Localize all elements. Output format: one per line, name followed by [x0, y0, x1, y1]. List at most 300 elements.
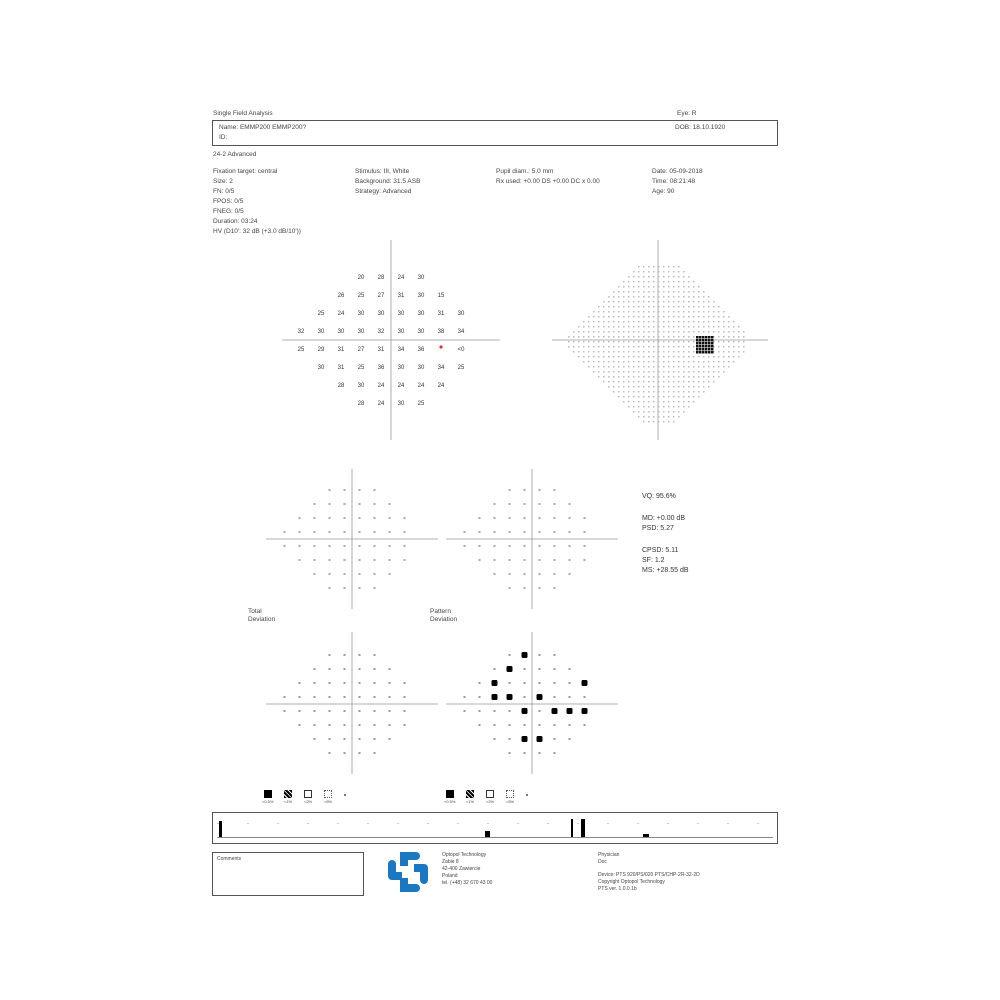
grayscale-dot: [643, 311, 645, 313]
total-deviation-values-point: [359, 587, 361, 589]
grayscale-dot: [668, 276, 670, 278]
legend-total-swatch-5: [344, 794, 346, 796]
threshold-value: 24: [377, 401, 385, 407]
pattern-deviation-map-black-cell: [507, 666, 513, 672]
grayscale-dot: [678, 326, 680, 328]
grayscale-dot: [623, 371, 625, 373]
grayscale-dot: [703, 361, 705, 363]
threshold-value: 30: [397, 311, 405, 317]
grayscale-dot: [703, 306, 705, 308]
grayscale-dot: [663, 316, 665, 318]
grayscale-dot: [613, 361, 615, 363]
grayscale-dot: [598, 356, 600, 358]
threshold-value: 20: [357, 275, 365, 281]
grayscale-dot: [708, 311, 710, 313]
grayscale-dot: [623, 316, 625, 318]
grayscale-dot: [608, 381, 610, 383]
param-hv: HV (D10': 32 dB (+3.0 dB/10')): [213, 228, 301, 235]
grayscale-dot: [618, 341, 620, 343]
grayscale-dark-cell: [699, 348, 702, 351]
grayscale-dot: [623, 331, 625, 333]
grayscale-dot: [698, 366, 700, 368]
grayscale-dot: [663, 356, 665, 358]
grayscale-dot: [653, 341, 655, 343]
threshold-value: 24: [337, 311, 345, 317]
grayscale-dot: [703, 326, 705, 328]
grayscale-dot: [663, 306, 665, 308]
grayscale-dot: [683, 406, 685, 408]
grayscale-dot: [648, 371, 650, 373]
grayscale-dot: [593, 361, 595, 363]
grayscale-dot: [593, 366, 595, 368]
grayscale-dot: [613, 321, 615, 323]
grayscale-dot: [683, 391, 685, 393]
total-deviation-map-dot: [404, 710, 406, 712]
grayscale-dot: [653, 311, 655, 313]
grayscale-dark-cell: [696, 342, 699, 345]
total-deviation-values-point: [374, 559, 376, 561]
grayscale-dot: [683, 326, 685, 328]
grayscale-dot: [673, 366, 675, 368]
grayscale-dot: [723, 316, 725, 318]
pattern-deviation-values-point: [554, 559, 556, 561]
grayscale-dot: [673, 301, 675, 303]
grayscale-dot: [648, 326, 650, 328]
grayscale-dot: [668, 371, 670, 373]
grayscale-dot: [628, 286, 630, 288]
pattern-deviation-map-dot: [569, 724, 571, 726]
total-deviation-map-dot: [374, 654, 376, 656]
grayscale-dot: [603, 351, 605, 353]
threshold-value: 30: [337, 329, 345, 335]
grayscale-dot: [708, 296, 710, 298]
grayscale-dot: [693, 321, 695, 323]
total-deviation-map-dot: [329, 738, 331, 740]
grayscale-dark-cell: [708, 339, 711, 342]
pattern-deviation-values-point: [494, 573, 496, 575]
fixation-bar-2: [485, 831, 490, 837]
grayscale-dot: [628, 406, 630, 408]
total-deviation-map-dot: [374, 724, 376, 726]
pattern-deviation-values-point: [584, 531, 586, 533]
pattern-deviation-map-dot: [509, 654, 511, 656]
params-col-3: [496, 168, 600, 188]
pattern-deviation-values-point: [524, 587, 526, 589]
grayscale-dot: [648, 271, 650, 273]
grayscale-dot: [688, 361, 690, 363]
grayscale-dot: [593, 311, 595, 313]
grayscale-dot: [668, 271, 670, 273]
grayscale-dark-cell: [711, 342, 714, 345]
grayscale-dot: [668, 366, 670, 368]
legend-pattern: [446, 790, 546, 806]
grayscale-dot: [743, 341, 745, 343]
pattern-deviation-map-black-cell: [492, 694, 498, 700]
grayscale-dot: [688, 396, 690, 398]
pattern-deviation-map-dot: [479, 710, 481, 712]
grayscale-dot: [628, 316, 630, 318]
param-rx: Rx used: +0.00 DS +0.00 DC x 0.00: [496, 178, 600, 185]
grayscale-dot: [658, 296, 660, 298]
grayscale-dot: [683, 411, 685, 413]
grayscale-dark-cell: [699, 342, 702, 345]
grayscale-dot: [678, 376, 680, 378]
threshold-value: 38: [437, 329, 445, 335]
grayscale-dot: [698, 386, 700, 388]
grayscale-dot: [598, 336, 600, 338]
grayscale-dot: [668, 311, 670, 313]
param-stimulus: Stimulus: III, White: [355, 168, 410, 175]
grayscale-dot: [668, 296, 670, 298]
grayscale-dot: [693, 356, 695, 358]
threshold-value: 25: [357, 365, 365, 371]
grayscale-dot: [683, 296, 685, 298]
grayscale-dot: [683, 401, 685, 403]
grayscale-dot: [668, 291, 670, 293]
grayscale-dot: [623, 391, 625, 393]
grayscale-dot: [688, 326, 690, 328]
threshold-value: 25: [297, 347, 305, 353]
grayscale-dot: [608, 321, 610, 323]
total-deviation-values-point: [389, 503, 391, 505]
grayscale-dot: [723, 331, 725, 333]
grayscale-dot: [678, 296, 680, 298]
param-date: Date: 05-09-2018: [652, 168, 703, 175]
grayscale-dot: [668, 341, 670, 343]
grayscale-dot: [648, 386, 650, 388]
grayscale-dot: [628, 371, 630, 373]
pattern-deviation-values-point: [494, 517, 496, 519]
report-title: Single Field Analysis: [213, 110, 273, 117]
total-deviation-values-point: [299, 531, 301, 533]
pattern-deviation-map-dot: [524, 696, 526, 698]
grayscale-dot: [713, 361, 715, 363]
grayscale-dot: [648, 391, 650, 393]
grayscale-dot: [723, 311, 725, 313]
grayscale-dot: [678, 271, 680, 273]
pattern-deviation-map-dot: [554, 654, 556, 656]
grayscale-dot: [618, 381, 620, 383]
legend-pattern-text-1: <0.5%: [444, 799, 456, 804]
grayscale-dot: [603, 361, 605, 363]
grayscale-dot: [688, 356, 690, 358]
grayscale-dot: [638, 326, 640, 328]
total-deviation-map-dot: [329, 696, 331, 698]
total-deviation-values-point: [389, 573, 391, 575]
pattern-deviation-map-black-cell: [537, 694, 543, 700]
grayscale-dot: [703, 376, 705, 378]
grayscale-dark-cell: [708, 348, 711, 351]
grayscale-dot: [678, 336, 680, 338]
grayscale-dot: [683, 311, 685, 313]
grayscale-dot: [638, 336, 640, 338]
total-deviation-map-dot: [344, 724, 346, 726]
grayscale-dot: [668, 326, 670, 328]
logo-part-top: [400, 852, 420, 866]
grayscale-dot: [618, 391, 620, 393]
grayscale-dot: [678, 411, 680, 413]
total-deviation-values-point: [314, 559, 316, 561]
pattern-deviation-values-point: [539, 545, 541, 547]
pattern-deviation-values-point: [539, 517, 541, 519]
grayscale-dot: [583, 351, 585, 353]
grayscale-dot: [663, 376, 665, 378]
grayscale-dot: [713, 301, 715, 303]
pattern-deviation-values-plot: [442, 465, 622, 613]
grayscale-dot: [643, 341, 645, 343]
threshold-value: 24: [377, 383, 385, 389]
grayscale-dot: [663, 401, 665, 403]
grayscale-dot: [638, 366, 640, 368]
grayscale-dot: [728, 321, 730, 323]
grayscale-dot: [628, 381, 630, 383]
grayscale-dot: [703, 356, 705, 358]
total-deviation-map-dot: [344, 668, 346, 670]
grayscale-dot: [618, 291, 620, 293]
param-fn: FN: 0/5: [213, 188, 235, 195]
pattern-deviation-values-point: [479, 545, 481, 547]
grayscale-dot: [688, 296, 690, 298]
grayscale-dot: [633, 356, 635, 358]
grayscale-dot: [578, 326, 580, 328]
grayscale-dot: [663, 301, 665, 303]
total-deviation-probability-map: [262, 628, 442, 778]
total-deviation-values-point: [344, 531, 346, 533]
grayscale-dot: [683, 281, 685, 283]
physician-label: Physician: [598, 852, 620, 858]
pattern-deviation-values-point: [569, 573, 571, 575]
total-deviation-values-point: [359, 517, 361, 519]
grayscale-dot: [658, 321, 660, 323]
grayscale-dot: [618, 331, 620, 333]
grayscale-dot: [708, 301, 710, 303]
grayscale-dot: [638, 341, 640, 343]
grayscale-dot: [668, 306, 670, 308]
grayscale-dot: [633, 351, 635, 353]
grayscale-dot: [678, 266, 680, 268]
grayscale-dot: [638, 396, 640, 398]
threshold-value: 34: [397, 347, 405, 353]
grayscale-dot: [688, 311, 690, 313]
threshold-value: 30: [317, 365, 325, 371]
grayscale-dot: [613, 386, 615, 388]
grayscale-dot: [708, 381, 710, 383]
grayscale-dot: [618, 321, 620, 323]
legend-total-swatch-1: [264, 790, 272, 798]
grayscale-dot: [603, 321, 605, 323]
device-line-1: Device: PTS 920/PS/020 PTS/CHP-2R-32-2D: [598, 872, 700, 878]
grayscale-dot: [638, 321, 640, 323]
grayscale-dot: [623, 381, 625, 383]
grayscale-dot: [588, 351, 590, 353]
grayscale-dark-cell: [702, 345, 705, 348]
param-size: Size: 2: [213, 178, 233, 185]
grayscale-dot: [633, 326, 635, 328]
grayscale-dot: [653, 406, 655, 408]
grayscale-dot: [608, 341, 610, 343]
grayscale-dot: [603, 311, 605, 313]
pattern-deviation-map-dot: [539, 724, 541, 726]
grayscale-dot: [608, 331, 610, 333]
grayscale-dot: [678, 306, 680, 308]
legend-pattern-swatch-2: [466, 790, 474, 798]
total-deviation-label-line2: Deviation: [248, 616, 276, 623]
total-deviation-values-point: [404, 545, 406, 547]
grayscale-dot: [658, 281, 660, 283]
pattern-deviation-values-point: [494, 545, 496, 547]
grayscale-dot: [683, 346, 685, 348]
legend-pattern-swatch-5: [526, 794, 528, 796]
grayscale-dot: [673, 321, 675, 323]
pattern-deviation-values-point: [554, 531, 556, 533]
grayscale-dot: [683, 376, 685, 378]
grayscale-dot: [663, 326, 665, 328]
grayscale-dot: [658, 361, 660, 363]
grayscale-dot: [578, 331, 580, 333]
grayscale-dot: [698, 286, 700, 288]
total-deviation-label-line1: Total: [248, 608, 262, 615]
grayscale-dot: [648, 301, 650, 303]
grayscale-dot: [658, 416, 660, 418]
grayscale-dot: [638, 346, 640, 348]
grayscale-dot: [693, 391, 695, 393]
pattern-deviation-values-point: [509, 517, 511, 519]
grayscale-dark-cell: [696, 348, 699, 351]
grayscale-dot: [648, 356, 650, 358]
total-deviation-values-point: [374, 531, 376, 533]
grayscale-dot: [733, 331, 735, 333]
grayscale-dot: [658, 371, 660, 373]
grayscale-dot: [643, 406, 645, 408]
grayscale-dot: [663, 331, 665, 333]
grayscale-dot: [663, 336, 665, 338]
pattern-deviation-values-point: [554, 545, 556, 547]
pattern-deviation-map-dot: [524, 752, 526, 754]
grayscale-dot: [588, 326, 590, 328]
grayscale-dot: [618, 296, 620, 298]
grayscale-dot: [668, 396, 670, 398]
grayscale-dot: [633, 366, 635, 368]
grayscale-dot: [638, 401, 640, 403]
pattern-deviation-map-dot: [464, 710, 466, 712]
grayscale-dot: [638, 316, 640, 318]
grayscale-dot: [653, 421, 655, 423]
grayscale-dot: [658, 311, 660, 313]
grayscale-dot: [658, 411, 660, 413]
threshold-value: 31: [337, 365, 345, 371]
grayscale-dot: [628, 351, 630, 353]
grayscale-dot: [743, 346, 745, 348]
grayscale-dot: [593, 321, 595, 323]
grayscale-dot: [738, 326, 740, 328]
grayscale-dot: [593, 331, 595, 333]
grayscale-dot: [683, 271, 685, 273]
grayscale-dot: [628, 341, 630, 343]
pattern-deviation-values-point: [569, 559, 571, 561]
grayscale-dot: [688, 401, 690, 403]
grayscale-dot: [738, 331, 740, 333]
grayscale-dot: [688, 386, 690, 388]
logo-part-right: [414, 864, 428, 884]
grayscale-dot: [678, 371, 680, 373]
pattern-deviation-values-point: [509, 489, 511, 491]
grayscale-dot: [623, 336, 625, 338]
grayscale-dot: [603, 326, 605, 328]
grayscale-dot: [643, 276, 645, 278]
grayscale-dot: [648, 291, 650, 293]
grayscale-dot: [618, 396, 620, 398]
grayscale-dot: [653, 371, 655, 373]
grayscale-dot: [703, 366, 705, 368]
grayscale-dot: [723, 321, 725, 323]
grayscale-dot: [703, 386, 705, 388]
grayscale-dot: [733, 351, 735, 353]
grayscale-dot: [698, 361, 700, 363]
grayscale-dot: [578, 341, 580, 343]
grayscale-dot: [668, 421, 670, 423]
grayscale-dot: [658, 271, 660, 273]
grayscale-dot: [693, 386, 695, 388]
total-deviation-map-dot: [359, 710, 361, 712]
threshold-value: 30: [357, 311, 365, 317]
total-deviation-map-dot: [314, 696, 316, 698]
grayscale-dot: [728, 331, 730, 333]
grayscale-dot: [618, 316, 620, 318]
grayscale-dot: [673, 381, 675, 383]
grayscale-dark-cell: [696, 345, 699, 348]
pattern-deviation-values-point: [554, 489, 556, 491]
grayscale-dot: [648, 311, 650, 313]
grayscale-dot: [618, 311, 620, 313]
grayscale-dot: [683, 321, 685, 323]
total-deviation-label: [248, 608, 275, 624]
grayscale-dot: [713, 366, 715, 368]
grayscale-dot: [703, 316, 705, 318]
total-deviation-values-point: [314, 503, 316, 505]
grayscale-dot: [648, 406, 650, 408]
total-deviation-map-dot: [389, 738, 391, 740]
grayscale-dot: [583, 361, 585, 363]
grayscale-dot: [618, 301, 620, 303]
grayscale-dot: [673, 306, 675, 308]
pattern-deviation-map-dot: [554, 752, 556, 754]
grayscale-dot: [648, 341, 650, 343]
grayscale-dot: [628, 401, 630, 403]
grayscale-dot: [588, 321, 590, 323]
param-age: Age: 90: [652, 188, 675, 195]
threshold-value: 24: [397, 275, 405, 281]
grayscale-dot: [668, 411, 670, 413]
grayscale-dot: [668, 351, 670, 353]
pattern-deviation-map-dot: [479, 724, 481, 726]
pattern-deviation-values-point: [524, 517, 526, 519]
grayscale-dot: [588, 356, 590, 358]
grayscale-dot: [623, 281, 625, 283]
grayscale-dot: [648, 331, 650, 333]
grayscale-dot: [683, 396, 685, 398]
grayscale-dot: [703, 291, 705, 293]
grayscale-dot: [673, 361, 675, 363]
grayscale-dot: [738, 346, 740, 348]
grayscale-dot: [683, 316, 685, 318]
grayscale-dot: [653, 271, 655, 273]
grayscale-dot: [718, 336, 720, 338]
grayscale-dot: [643, 316, 645, 318]
grayscale-dot: [728, 341, 730, 343]
grayscale-dot: [663, 266, 665, 268]
threshold-value: 30: [317, 329, 325, 335]
grayscale-dot: [643, 376, 645, 378]
